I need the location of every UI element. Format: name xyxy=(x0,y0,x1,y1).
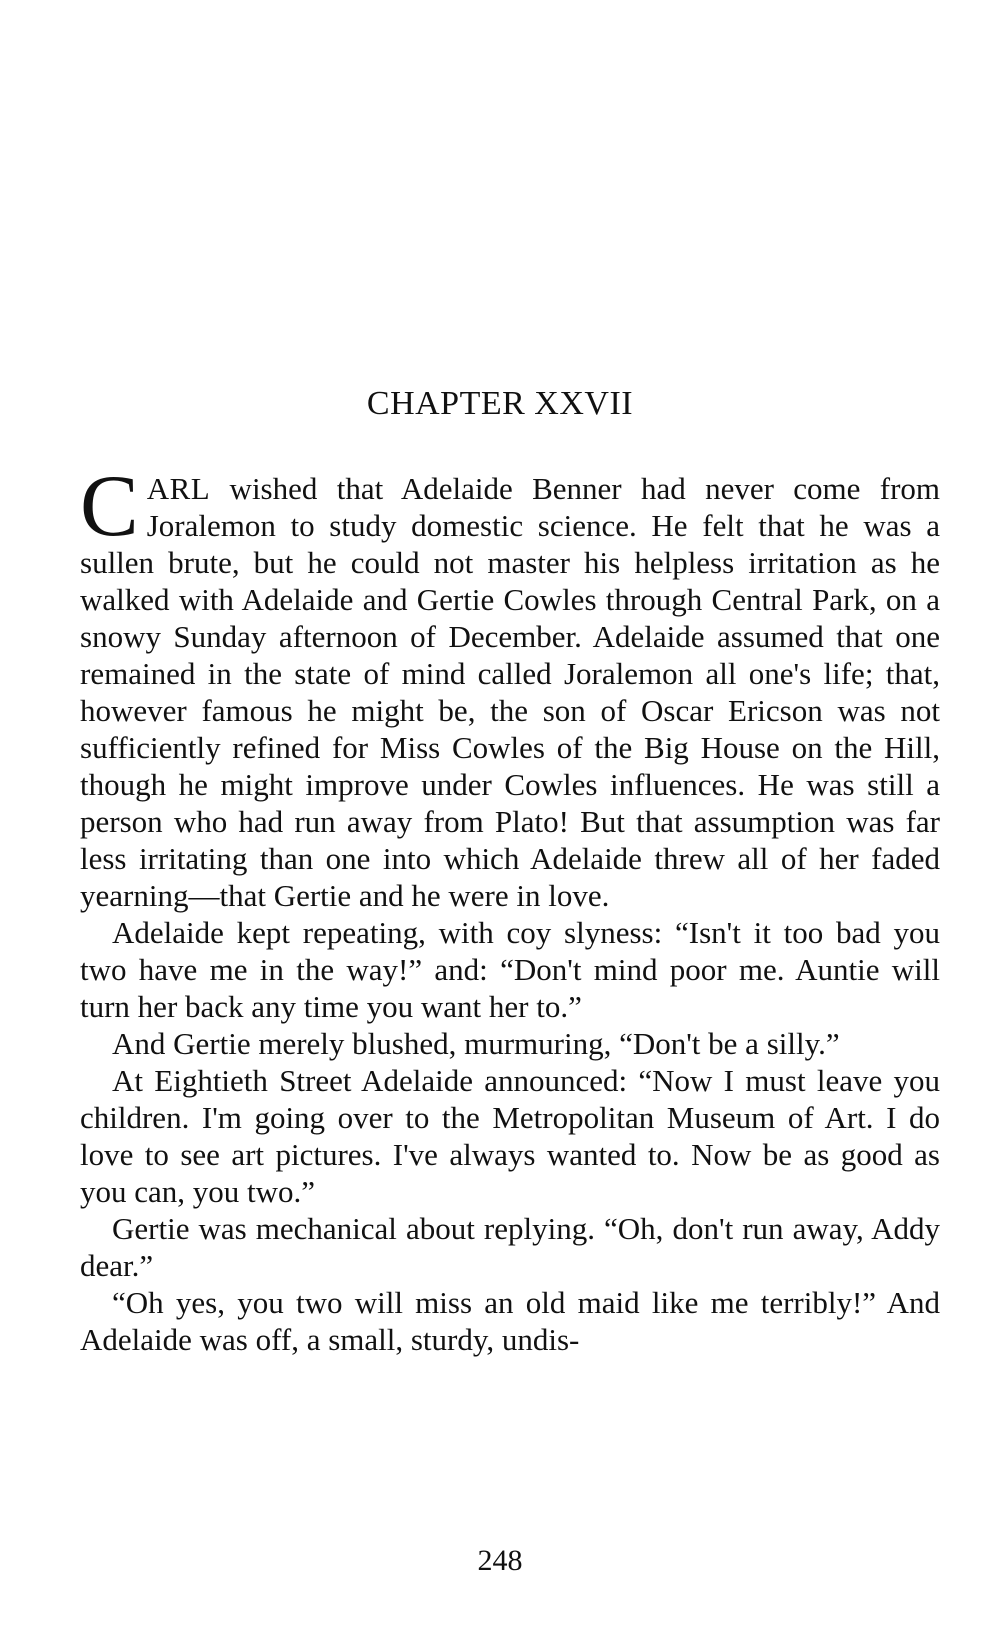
body-text xyxy=(80,458,940,1358)
paragraph-1 xyxy=(80,458,940,914)
paragraph-6: “Oh yes, you two will miss an old maid like me terribly!” And Adelaide was off, a small, sturdy, undis- xyxy=(80,1285,940,1357)
paragraph-4: At Eightieth Street Adelaide announced: “Now I must leave you children. I'm going over to the Metropolitan Museum of Art. I do love to see art pictures. I've always wanted to. Now be as good as you can, you two.” xyxy=(80,1063,940,1209)
page-number: 248 xyxy=(477,1544,523,1577)
paragraph-5: Gertie was mechanical about replying. “Oh, don't run away, Addy dear.” xyxy=(80,1211,940,1283)
drop-cap: C xyxy=(80,458,139,555)
paragraph-1-text: wished that Adelaide Benner had never come from Joralemon to study domestic science. He felt that he was a sullen brute, but he could not master his helpless irritation as he walked with Adelaide and Gertie Cowles through Central Park, on a snowy Sunday afternoon of December. Adelaide assumed that one remained in the state of mind called Joralemon all one's life; that, however famous he might be, the son of Oscar Ericson was not sufficiently refined for Miss Cowles of the Big House on the Hill, though he might improve under Cowles influences. He was still a person who had run away from Plato! But that assumption was far less irritating than one into which Adelaide threw all of her faded yearning—that Gertie and he were in love. xyxy=(80,471,940,913)
paragraph-2: Adelaide kept repeating, with coy slyness: “Isn't it too bad you two have me in the way!” and: “Don't mind poor me. Auntie will turn her back any time you want her to.” xyxy=(80,915,940,1024)
chapter-heading: CHAPTER XXVII xyxy=(366,385,634,422)
paragraph-3: And Gertie merely blushed, murmuring, “Don't be a silly.” xyxy=(112,1026,840,1061)
opening-word: ARL xyxy=(146,471,211,506)
